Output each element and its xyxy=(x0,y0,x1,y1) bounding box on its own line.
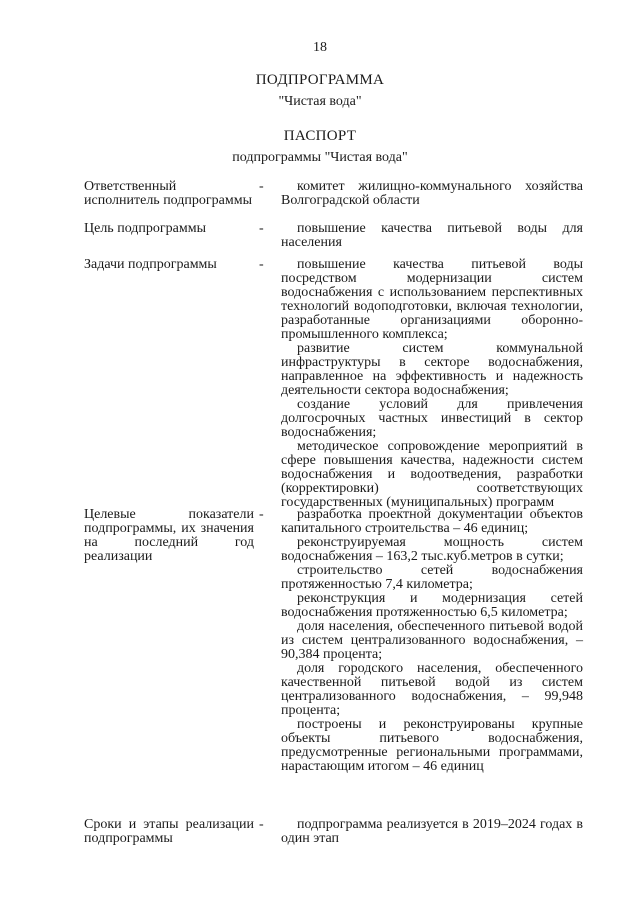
program-name: "Чистая вода" xyxy=(278,94,362,109)
program-title: ПОДПРОГРАММА xyxy=(255,72,385,88)
row-label: Целевые показатели подпрограммы, их значения на последний год реализации xyxy=(84,507,254,564)
row-paragraph: подпрограмма реализуется в 2019–2024 годах в один этап xyxy=(281,817,583,846)
row-paragraph: развитие систем коммунальной инфраструктуры в секторе водоснабжения, направленное на эффективность и надежность деятельности сектора водоснабжения; xyxy=(281,341,583,398)
row-paragraph: методическое сопровождение мероприятий в сфере повышения качества, надежности систем водоснабжения и водоотведения, разработки (корректировки) соответствующих государственных (муниципальных) программ xyxy=(281,439,583,510)
row-paragraph: реконструируемая мощность систем водоснабжения – 163,2 тыс.куб.метров в сутки; xyxy=(281,535,583,564)
row-content xyxy=(281,818,583,846)
row-paragraph: повышение качества питьевой воды посредством модернизации систем водоснабжения с использованием перспективных технологий водоподготовки, включая технологии, разработанные организациями оборонно-промышленного комплекса; xyxy=(281,257,583,342)
page-number: 18 xyxy=(313,40,327,55)
row-dash: - xyxy=(259,507,264,522)
row-dash: - xyxy=(259,179,264,194)
row-label: Цель подпрограммы xyxy=(84,221,206,236)
row-paragraph: доля населения, обеспеченного питьевой водой из систем централизованного водоснабжения, – 90,384 процента; xyxy=(281,619,583,662)
row-paragraph: построены и реконструированы крупные объекты питьевого водоснабжения, предусмотренные региональными программами, нарастающим итогом – 46 единиц xyxy=(281,717,583,774)
row-paragraph: повышение качества питьевой воды для населения xyxy=(281,221,583,250)
passport-subtitle: подпрограммы "Чистая вода" xyxy=(232,150,408,165)
row-content xyxy=(281,508,583,774)
row-content xyxy=(281,222,583,250)
row-content xyxy=(281,180,583,208)
row-dash: - xyxy=(259,257,264,272)
row-label: Сроки и этапы реализации подпрограммы xyxy=(84,817,254,846)
row-dash: - xyxy=(259,221,264,236)
passport-title: ПАСПОРТ xyxy=(283,128,357,144)
row-dash: - xyxy=(259,817,264,832)
row-paragraph: создание условий для привлечения долгосрочных частных инвестиций в сектор водоснабжения; xyxy=(281,397,583,440)
row-paragraph: реконструкция и модернизация сетей водоснабжения протяженностью 6,5 километра; xyxy=(281,591,583,620)
row-paragraph: доля городского населения, обеспеченного качественной питьевой водой из систем централизованного водоснабжения, – 99,948 процента; xyxy=(281,661,583,718)
row-paragraph: комитет жилищно-коммунального хозяйства Волгоградской области xyxy=(281,179,583,208)
row-paragraph: строительство сетей водоснабжения протяженностью 7,4 километра; xyxy=(281,563,583,592)
row-paragraph: разработка проектной документации объектов капитального строительства – 46 единиц; xyxy=(281,507,583,536)
row-content xyxy=(281,258,583,510)
row-label: Задачи подпрограммы xyxy=(84,257,217,272)
row-label: Ответственный исполнитель подпрограммы xyxy=(84,179,252,208)
